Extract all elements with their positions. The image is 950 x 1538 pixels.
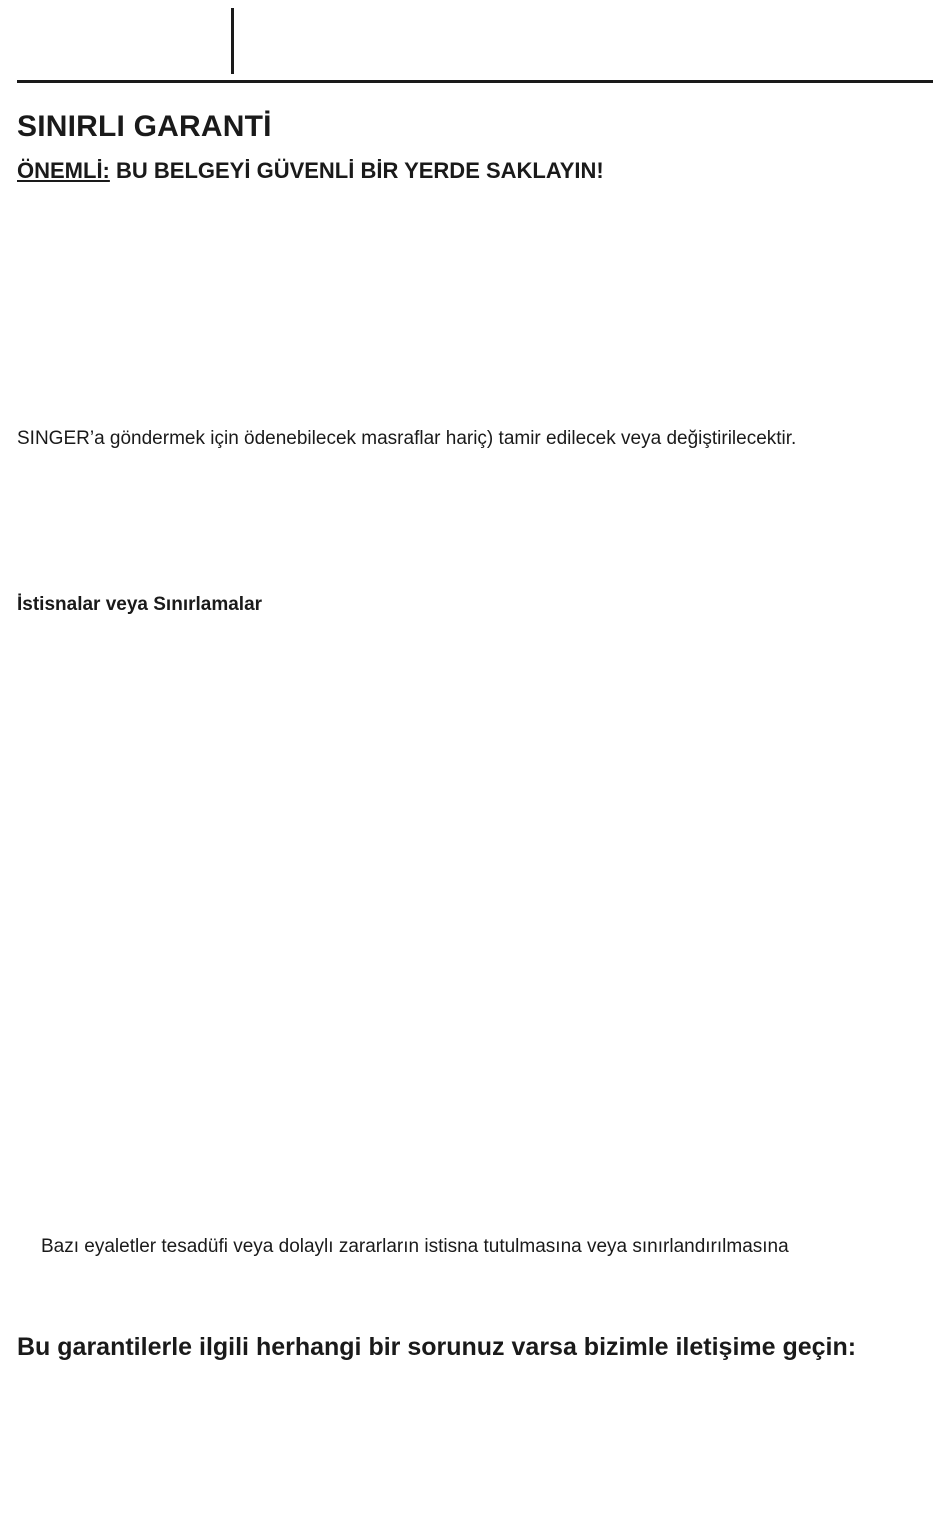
important-label: ÖNEMLİ: <box>17 158 110 183</box>
repair-replacement-text: SINGER’a göndermek için ödenebilecek masraflar hariç) tamir edilecek veya değiştirilecektir. <box>17 428 797 449</box>
important-text: BU BELGEYİ GÜVENLİ BİR YERDE SAKLAYIN! <box>109 158 604 183</box>
header-divider-tick <box>231 8 234 74</box>
header-rule <box>17 80 933 83</box>
exclusions-heading: İstisnalar veya Sınırlamalar <box>17 594 263 615</box>
page-title: SINIRLI GARANTİ <box>17 110 272 143</box>
important-notice <box>17 158 604 184</box>
contact-heading: Bu garantilerle ilgili herhangi bir sorunuz varsa bizimle iletişime geçin: <box>17 1333 857 1361</box>
state-limitations-text: Bazı eyaletler tesadüfi veya dolaylı zararların istisna tutulmasına veya sınırlandırılmasına <box>41 1236 789 1257</box>
